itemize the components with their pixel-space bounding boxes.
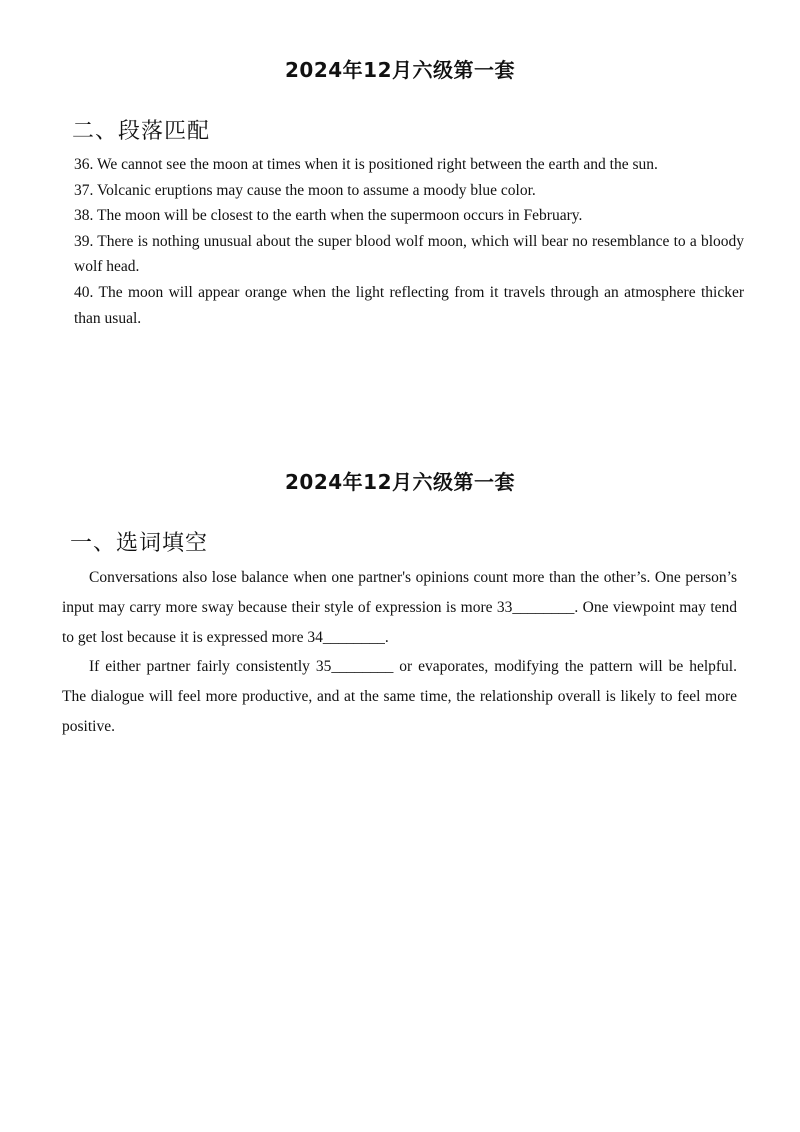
matching-statements-list bbox=[74, 152, 744, 331]
section2-title: 2024年12月六级第一套 bbox=[285, 470, 515, 494]
cloze-paragraph-1: Conversations also lose balance when one partner's opinions count more than the other’s. One person’s input may carry more sway because their style of expression is more 33________. One viewpoint may tend to get lost because it is expressed more 34________. bbox=[62, 569, 737, 646]
statement-38: 38. The moon will be closest to the earth when the supermoon occurs in February. bbox=[74, 207, 583, 225]
statement-39: 39. There is nothing unusual about the super blood wolf moon, which will bear no resemblance to a bloody wolf head. bbox=[74, 232, 744, 276]
cloze-passage bbox=[62, 563, 737, 742]
cloze-paragraph-2: If either partner fairly consistently 35________ or evaporates, modifying the pattern will be helpful. The dialogue will feel more productive, and at the same time, the relationship overall is likely to feel more positive. bbox=[62, 658, 737, 735]
statement-37: 37. Volcanic eruptions may cause the moon to assume a moody blue color. bbox=[74, 181, 536, 199]
section1-title: 2024年12月六级第一套 bbox=[285, 58, 515, 82]
statement-36: 36. We cannot see the moon at times when it is positioned right between the earth and the sun. bbox=[74, 156, 658, 173]
statement-40: 40. The moon will appear orange when the light reflecting from it travels through an atmosphere thicker than usual. bbox=[74, 283, 744, 327]
section1-heading: 二、段落匹配 bbox=[72, 119, 211, 144]
section2-heading: 一、选词填空 bbox=[70, 531, 209, 556]
